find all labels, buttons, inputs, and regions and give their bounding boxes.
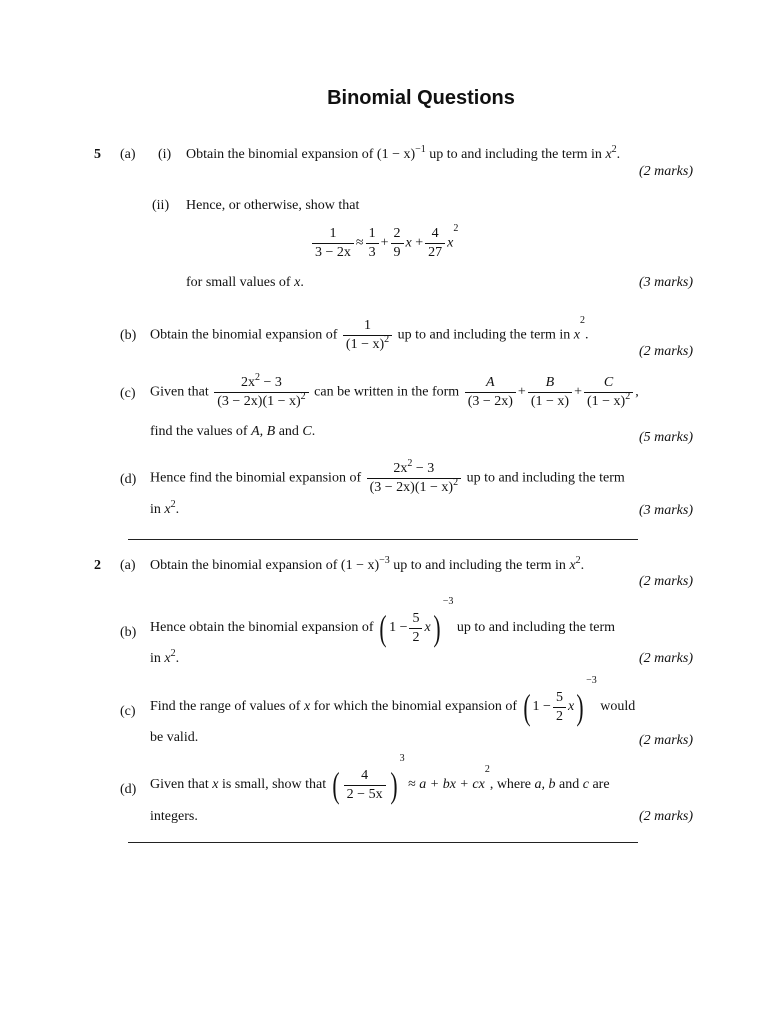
question-text: integers.: [150, 809, 198, 824]
page-title: Binomial Questions: [327, 87, 515, 109]
question-number: 5: [94, 147, 101, 162]
question-text: Hence find the binomial expansion of $\frac{2x^2 - 3}{(3 - 2x)(1 - x)^2}$ up to and including the term: [150, 458, 625, 495]
marks: (2 marks): [638, 574, 693, 589]
part-label: (b): [120, 328, 137, 343]
part-label: (a): [120, 558, 136, 573]
marks: (2 marks): [638, 733, 693, 748]
part-label: (c): [120, 386, 136, 401]
math-expression: $\frac{1}{3 - 2x}$ ≈ $\frac{1}{3}$ + $\frac{2}{9}$ x + $\frac{4}{27}$ $x^2$: [310, 226, 458, 261]
question-text: Hence obtain the binomial expansion of ( 1 − $\frac{5}{2}$ x)$^{-3}$ up to and including the term: [150, 596, 616, 648]
marks: (2 marks): [638, 651, 693, 666]
part-label: (c): [120, 704, 136, 719]
question-text: Hence, or otherwise, show that: [186, 198, 360, 213]
question-text: Find the range of values of x for which the binomial expansion of ( 1 − $\frac{5}{2}$ x)$^{-3}$ would: [150, 675, 636, 727]
question-text: in $x^2$.: [150, 499, 180, 517]
marks: (2 marks): [638, 344, 693, 359]
marks: (2 marks): [638, 164, 693, 179]
question-text: Obtain the binomial expansion of $(1 - x)^{-1}$ up to and including the term in $x^2$.: [186, 144, 621, 162]
part-label: (d): [120, 472, 137, 487]
marks: (2 marks): [638, 809, 693, 824]
question-number: 2: [94, 558, 101, 573]
part-label: (d): [120, 782, 137, 797]
question-text: Obtain the binomial expansion of $\frac{1}{(1 - x)^2}$ up to and including the term in $x^2$.: [150, 315, 589, 352]
question-text: be valid.: [150, 730, 199, 745]
question-text: Given that $\frac{2x^2 - 3}{(3 - 2x)(1 - x)^2}$ can be written in the form $\frac{A}{(3 - 2x)}$ + $\frac{B}{(1 - x)}$ + $\frac{C}{(1 - x)^2}$ ,: [150, 372, 639, 409]
marks: (5 marks): [638, 430, 693, 445]
part-label: (b): [120, 625, 137, 640]
question-text: in $x^2$.: [150, 648, 180, 666]
divider: [128, 539, 638, 540]
question-text: Obtain the binomial expansion of $(1 - x)^{-3}$ up to and including the term in $x^2$.: [150, 555, 585, 573]
subpart-label: (i): [158, 147, 172, 162]
question-text: Given that x is small, show that ( $\frac{4}{2 - 5x}$ )$^3$ ≈ a + bx + $cx^2$, where a, b and c are: [150, 753, 610, 805]
subpart-label: (ii): [152, 198, 170, 213]
marks: (3 marks): [638, 503, 693, 518]
question-text: for small values of x.: [186, 275, 304, 290]
marks: (3 marks): [638, 275, 693, 290]
question-text: find the values of A, B and C.: [150, 424, 316, 439]
part-label: (a): [120, 147, 136, 162]
divider: [128, 842, 638, 843]
